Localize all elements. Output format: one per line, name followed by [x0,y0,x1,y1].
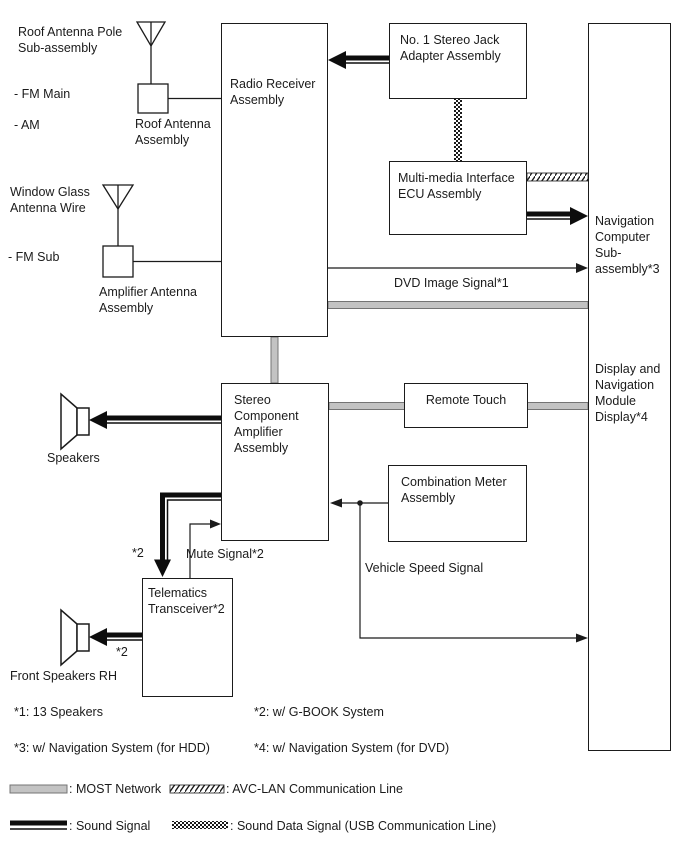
speakers-icon [61,394,89,449]
mm-ecu-label: Multi-media Interface ECU Assembly [398,171,515,201]
telematics-label: Telematics Transceiver*2 [148,586,225,616]
sound-signal-amp-to-speakers [89,411,221,429]
legend-sound-label: : Sound Signal [69,819,151,833]
nav-computer-label: Navigation Computer Sub-assembly*3 [595,214,660,276]
remote-touch-label: Remote Touch [425,393,507,407]
fm-sub-label: - FM Sub [8,250,60,264]
roof-antenna-icon [137,22,168,113]
footnote-4: *4: w/ Navigation System (for DVD) [254,741,450,755]
star2-trunk-label: *2 [132,546,144,560]
vehicle-speed-signal-label: Vehicle Speed Signal [365,561,484,575]
remote-touch-box [404,383,528,428]
stereo-jack-label: No. 1 Stereo Jack Adapter Assembly [400,33,501,63]
roof-antenna-assembly-label: Roof Antenna Assembly [135,117,211,147]
display-nav-box [588,23,671,751]
legend-avclan-swatch [170,785,224,793]
front-speakers-rh-icon [61,610,89,665]
legend-avclan-label: : AVC-LAN Communication Line [226,782,403,796]
fm-main-label: - FM Main [14,87,71,101]
window-glass-antenna-label: Window Glass Antenna Wire [10,185,90,215]
combination-meter-label: Combination Meter Assembly [401,475,507,505]
dvd-image-signal-line [328,263,588,273]
legend-sound-swatch [10,823,67,829]
legend-most-label: : MOST Network [69,782,162,796]
roof-antenna-pole-label: Roof Antenna Pole Sub-assembly [18,25,123,55]
am-label: - AM [14,118,40,132]
radio-receiver-box [221,23,328,337]
star2-front-label: *2 [116,645,128,659]
front-speakers-rh-label: Front Speakers RH [10,669,117,683]
legend-sound-data-swatch [172,821,228,829]
combination-meter-box [388,465,527,542]
legend-sound-data-label: : Sound Data Signal (USB Communication Line) [230,819,497,833]
sound-signal-ecu-to-nav [527,207,588,225]
stereo-jack-box [389,23,527,99]
amplifier-antenna-assembly-label: Amplifier Antenna Assembly [99,285,197,315]
usb-sound-data-line [454,99,462,161]
dvd-image-signal-label: DVD Image Signal*1 [394,276,509,290]
display-module-label: Display and Navigation Module Display*4 [595,362,661,424]
footnote-3: *3: w/ Navigation System (for HDD) [14,741,210,755]
avclan-line [527,173,588,181]
legend-most-swatch [10,785,67,793]
amplifier-label: Stereo Component Amplifier Assembly [234,393,299,455]
sound-signal-jack-to-radio [328,51,389,69]
sound-signal-amp-to-telematics [154,495,221,577]
mute-signal-label: Mute Signal*2 [186,547,264,561]
footnote-1: *1: 13 Speakers [14,705,103,719]
speakers-label: Speakers [47,451,100,465]
amplifier-box [221,383,329,541]
telematics-box [142,578,233,697]
mm-ecu-box [389,161,527,235]
radio-receiver-label: Radio Receiver Assembly [230,77,316,107]
footnote-2: *2: w/ G-BOOK System [254,705,384,719]
